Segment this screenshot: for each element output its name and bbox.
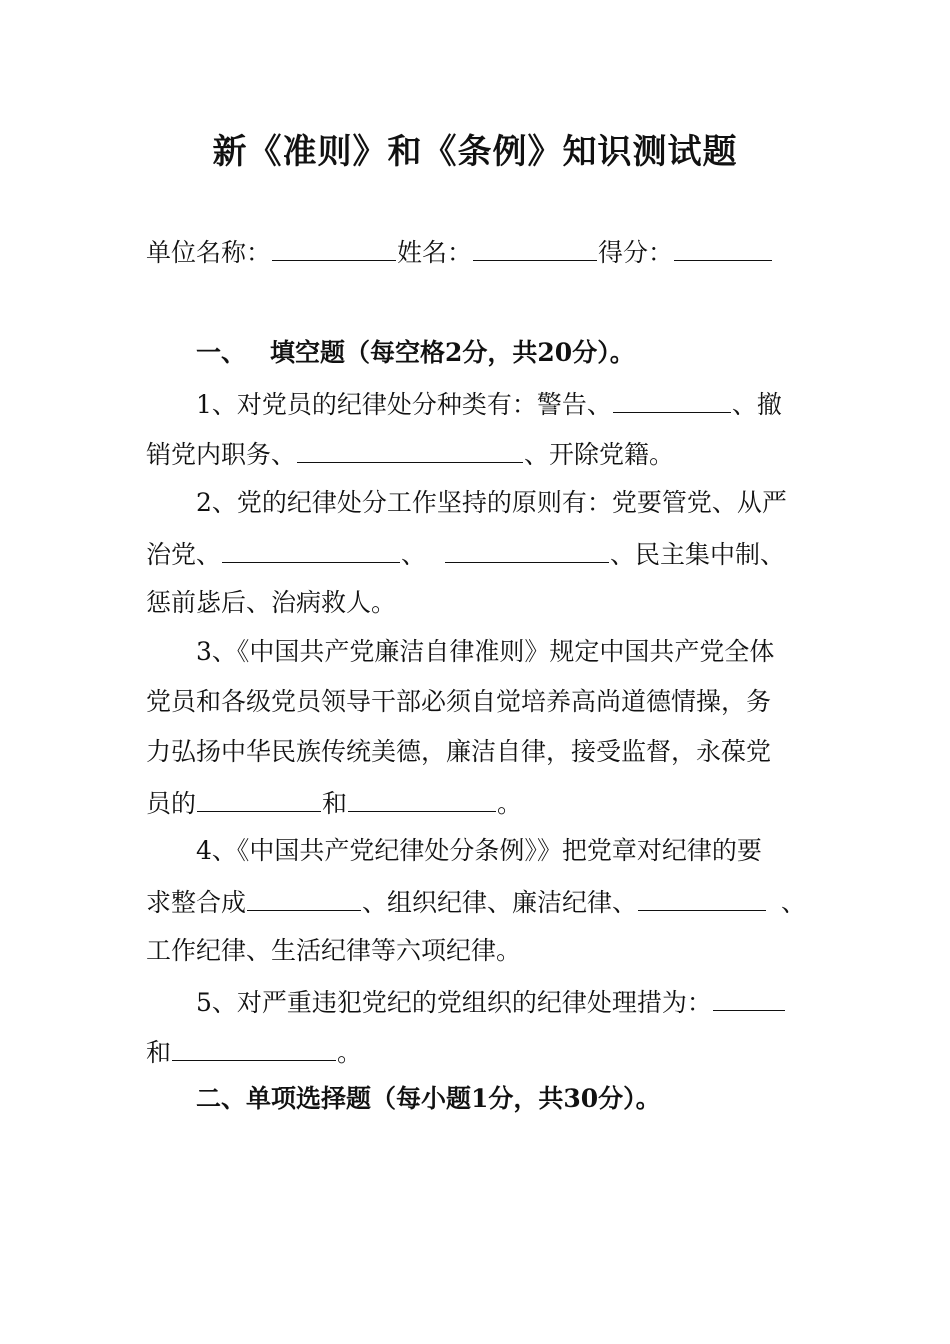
section1-heading: 填空题（每空格2分，共20分）。 xyxy=(270,338,635,367)
section2-heading: 二、单项选择题（每小题1分，共30分）。 xyxy=(196,1084,661,1113)
score-label: 得分： xyxy=(598,238,674,267)
q3-line3: 力弘扬中华民族传统美德，廉洁自律，接受监督，永葆党 xyxy=(146,737,772,766)
q5-text: 。 xyxy=(337,1038,363,1067)
q1-blank-2[interactable] xyxy=(297,438,523,463)
q1-line1 xyxy=(196,388,782,420)
name-label: 姓名： xyxy=(397,238,473,267)
q3-line1: 3、《中国共产党廉洁自律准则》规定中国共产党全体 xyxy=(196,637,775,666)
q2-blank-2[interactable] xyxy=(445,538,609,563)
q5-blank-2[interactable] xyxy=(172,1036,336,1061)
q1-text: 、撤 xyxy=(731,390,782,419)
score-blank[interactable] xyxy=(674,236,772,261)
q4-blank-2[interactable] xyxy=(638,886,766,911)
q2-text: 治党、 xyxy=(146,540,222,569)
q3-text: 员的 xyxy=(146,789,197,818)
q4-line1: 4、《中国共产党纪律处分条例》》把党章对纪律的要 xyxy=(196,836,762,865)
q2-blank-1[interactable] xyxy=(222,538,400,563)
q4-line3: 工作纪律、生活纪律等六项纪律。 xyxy=(146,936,522,965)
q2-text: 、 xyxy=(401,540,427,569)
q4-blank-1[interactable] xyxy=(247,886,361,911)
q3-text: 。 xyxy=(497,789,523,818)
q4-text: 、 xyxy=(781,888,807,917)
unit-blank[interactable] xyxy=(272,236,396,261)
q5-text: 5、对严重违犯党纪的党组织的纪律处理措为： xyxy=(196,988,712,1017)
section1-heading-row xyxy=(196,338,635,368)
q3-blank-1[interactable] xyxy=(197,787,321,812)
section1-number: 一、 xyxy=(196,338,247,367)
q4-text: 求整合成 xyxy=(146,888,247,917)
q4-line2 xyxy=(146,886,806,918)
q5-line2 xyxy=(146,1036,362,1068)
q1-text: 1、对党员的纪律处分种类有：警告、 xyxy=(196,390,612,419)
q5-line1 xyxy=(196,986,786,1018)
q1-text: 、开除党籍。 xyxy=(524,440,675,469)
q3-blank-2[interactable] xyxy=(348,787,496,812)
header-fields-row xyxy=(146,236,773,268)
q2-line3: 惩前毖后、治病救人。 xyxy=(146,588,397,617)
q3-line4 xyxy=(146,787,522,819)
q4-text: 、组织纪律、廉洁纪律、 xyxy=(362,888,638,917)
q1-blank-1[interactable] xyxy=(613,388,731,413)
q1-line2 xyxy=(146,438,674,470)
unit-label: 单位名称： xyxy=(146,238,272,267)
name-blank[interactable] xyxy=(473,236,597,261)
q2-text: 、民主集中制、 xyxy=(610,540,786,569)
q3-line2: 党员和各级党员领导干部必须自觉培养高尚道德情操，务 xyxy=(146,687,772,716)
q1-text: 销党内职务、 xyxy=(146,440,297,469)
document-title: 新《准则》和《条例》知识测试题 xyxy=(212,132,738,172)
q3-text: 和 xyxy=(322,789,348,818)
q2-line2 xyxy=(146,538,785,570)
q5-text: 和 xyxy=(146,1038,172,1067)
q2-line1: 2、党的纪律处分工作坚持的原则有：党要管党、从严 xyxy=(196,488,787,517)
q5-blank-1[interactable] xyxy=(713,986,785,1011)
